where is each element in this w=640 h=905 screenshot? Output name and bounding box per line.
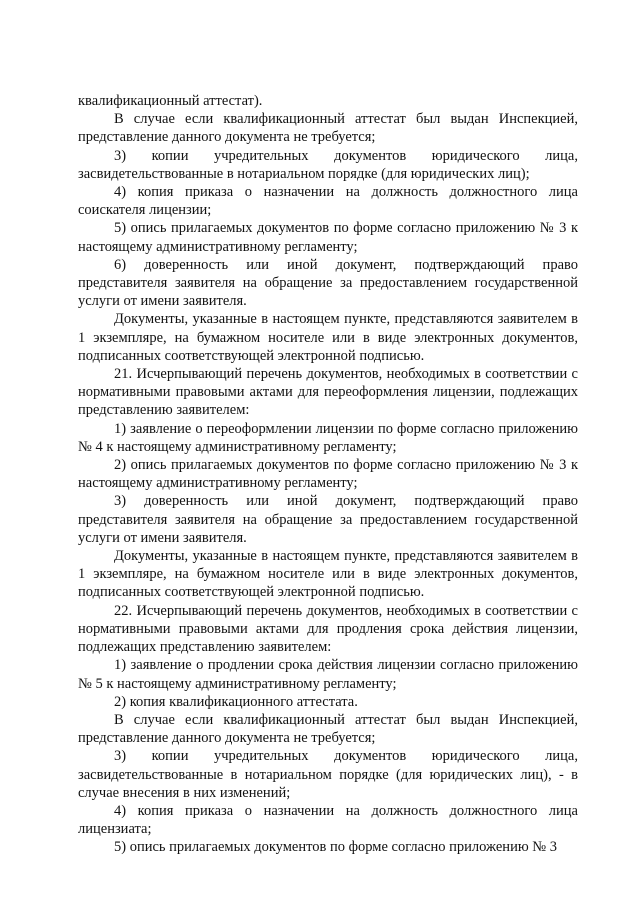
paragraph-21-item-3: 3) доверенность или иной документ, подтверждающий право представителя заявителя на обращение за предоставлением государственной услуги от имени заявителя.	[78, 493, 578, 546]
paragraph-22-item-2: 2) копия квалификационного аттестата.	[114, 693, 358, 710]
paragraph-22-item-5: 5) опись прилагаемых документов по форме согласно приложению № 3	[114, 839, 557, 856]
paragraph-attestat-note: В случае если квалификационный аттестат был выдан Инспекцией, представление данного документа не требуется;	[78, 111, 578, 146]
paragraph-22-item-4: 4) копия приказа о назначении на должность должностного лица лицензиата;	[78, 802, 578, 838]
paragraph-item-4-order-copy: 4) копия приказа о назначении на должность должностного лица соискателя лицензии;	[78, 184, 578, 219]
paragraph-21-submission-note: Документы, указанные в настоящем пункте, представляются заявителем в 1 экземпляре, на бумажном носителе или в виде электронных документов, подписанных соответствующей электронной подписью.	[78, 548, 578, 601]
document-body	[78, 92, 578, 857]
paragraph-22-attestat-note: В случае если квалификационный аттестат был выдан Инспекцией, представление данного документа не требуется;	[78, 711, 578, 747]
paragraph-22-item-3: 3) копии учредительных документов юридического лица, засвидетельствованные в нотариальном порядке (для юридических лиц), - в случае внесения в них изменений;	[78, 748, 578, 801]
paragraph-continuation: квалификационный аттестат).	[78, 93, 263, 109]
paragraph-submission-note: Документы, указанные в настоящем пункте, представляются заявителем в 1 экземпляре, на бумажном носителе или в виде электронных документов, подписанных соответствующей электронной подписью.	[78, 311, 578, 364]
paragraph-22-item-1: 1) заявление о продлении срока действия лицензии согласно приложению № 5 к настоящему административному регламенту;	[78, 657, 578, 692]
paragraph-21-item-1: 1) заявление о переоформлении лицензии по форме согласно приложению № 4 к настоящему административному регламенту;	[78, 420, 578, 455]
paragraph-item-3-founding-docs: 3) копии учредительных документов юридического лица, засвидетельствованные в нотариальном порядке (для юридических лиц);	[78, 147, 578, 182]
paragraph-section-21: 21. Исчерпывающий перечень документов, необходимых в соответствии с нормативными правовыми актами для переоформления лицензии, подлежащих представлению заявителем:	[78, 366, 578, 419]
paragraph-item-6-power-of-attorney: 6) доверенность или иной документ, подтверждающий право представителя заявителя на обращение за предоставлением государственной услуги от имени заявителя.	[78, 256, 578, 310]
paragraph-21-item-2: 2) опись прилагаемых документов по форме согласно приложению № 3 к настоящему административному регламенту;	[78, 457, 578, 492]
paragraph-item-5-inventory: 5) опись прилагаемых документов по форме согласно приложению № 3 к настоящему административному регламенту;	[78, 220, 578, 255]
paragraph-section-22: 22. Исчерпывающий перечень документов, необходимых в соответствии с нормативными правовыми актами для продления срока действия лицензии, подлежащих представлению заявителем:	[78, 602, 578, 656]
